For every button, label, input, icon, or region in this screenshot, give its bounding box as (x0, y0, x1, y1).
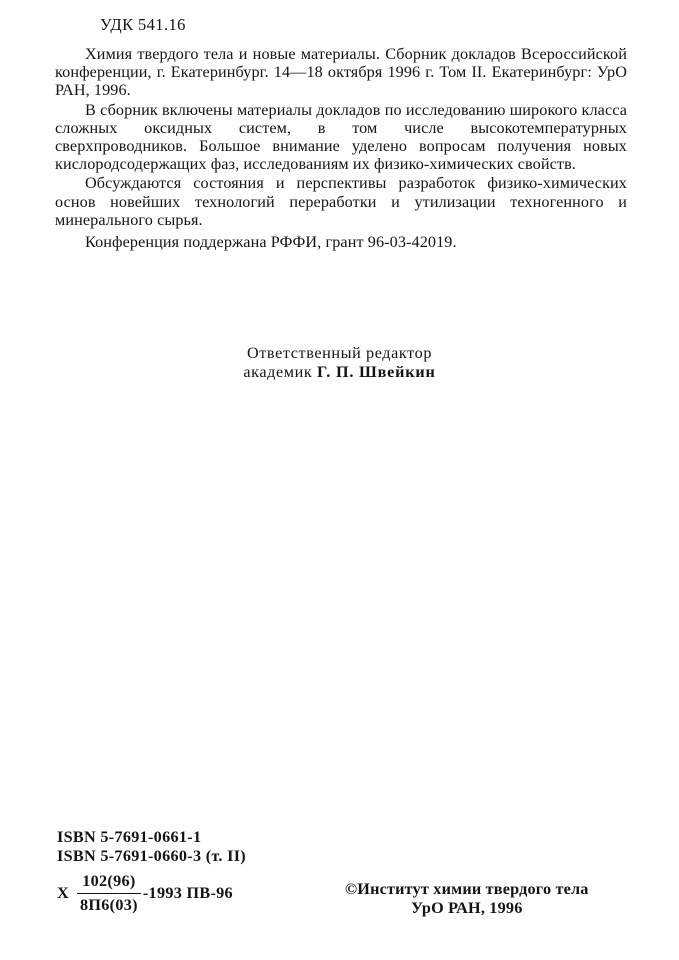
catalog-index (57, 872, 233, 915)
isbn-block (57, 828, 246, 865)
isbn-volume-number: ISBN 5-7691-0661-1 (57, 828, 202, 846)
copyright-year: УрО РАН, 1996 (411, 898, 523, 917)
editor-block (0, 344, 679, 381)
catalog-prefix: Х (57, 884, 69, 902)
udk-classification-number: УДК 541.16 (100, 15, 186, 34)
editor-line (0, 363, 679, 382)
catalog-suffix: -1993 ПВ-96 (142, 884, 233, 902)
abstract-paragraph-1: В сборник включены материалы докладов по исследованию широкого класса сложных оксидных систем, в том числе высокотемпературных сверхпроводников. Большое внимание уделено вопросам получения новых кислородсодержащих фаз, исследованиям их физико-химических свойств. (55, 100, 627, 174)
catalog-fraction-denominator: 8П6(03) (80, 896, 138, 914)
bibliographic-description: Химия твердого тела и новые материалы. Сборник докладов Всероссийской конференции, г. Екатеринбург. 14—18 октября 1996 г. Том II. Екатеринбург: УрО РАН, 1996. (55, 45, 627, 100)
editor-name: Г. П. Швейкин (316, 362, 436, 381)
copyright-holder: ©Институт химии твердого тела (345, 880, 589, 898)
isbn-edition-number: ISBN 5-7691-0660-3 (т. II) (57, 846, 246, 865)
catalog-fraction (77, 872, 141, 915)
catalog-fraction-numerator: 102(96) (77, 872, 141, 894)
grant-acknowledgement: Конференция поддержана РФФИ, грант 96-03-42019. (85, 233, 457, 252)
editor-title: Ответственный редактор (246, 344, 433, 362)
copyright-block (345, 880, 589, 917)
editor-role: академик (243, 362, 313, 381)
abstract-paragraph-2: Обсуждаются состояния и перспективы разработок физико-химических основ новейших технологий переработки и утилизации техногенного и минерального сырья. (55, 174, 627, 229)
annotation-block (55, 45, 627, 251)
